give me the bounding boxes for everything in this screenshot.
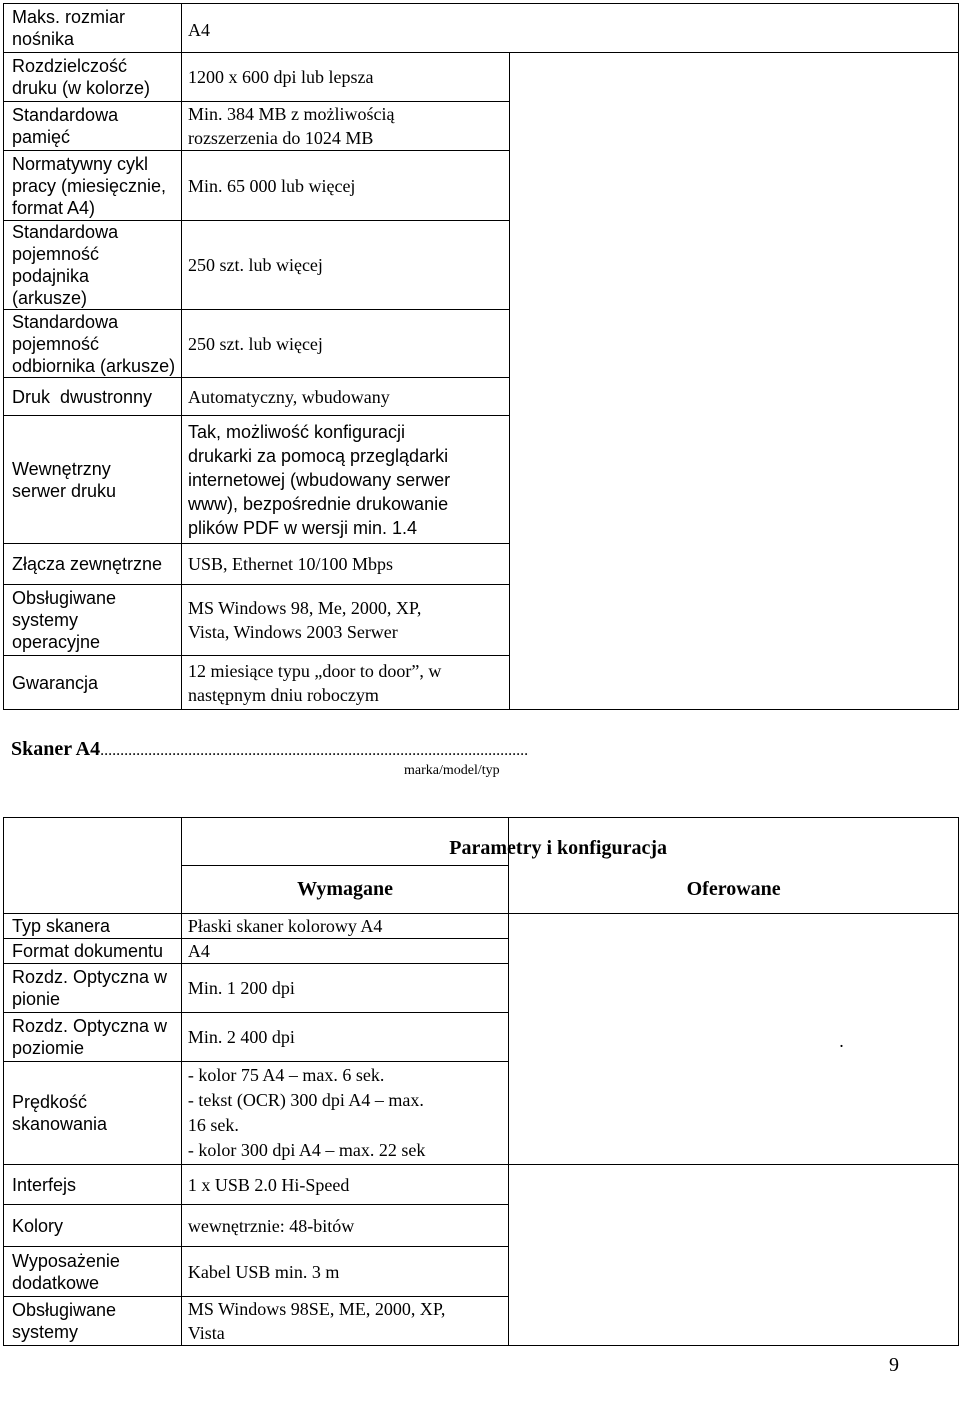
spec-label: Gwarancja bbox=[4, 656, 182, 710]
spec-value: MS Windows 98, Me, 2000, XP, Vista, Windows 2003 Serwer bbox=[181, 585, 509, 656]
spec-value: A4 bbox=[181, 939, 508, 964]
scanner-title-text: Skaner A4 bbox=[11, 738, 101, 760]
spec-label: Rozdzielczość druku (w kolorze) bbox=[4, 53, 182, 102]
scanner-heading bbox=[11, 738, 528, 761]
spec-value: A4 bbox=[181, 4, 958, 53]
spec-label: Obsługiwane systemy operacyjne bbox=[4, 585, 182, 656]
spec-value: 1200 x 600 dpi lub lepsza bbox=[181, 53, 509, 102]
spec-label: Złącza zewnętrzne bbox=[4, 544, 182, 585]
header-empty-cell bbox=[4, 818, 182, 914]
spec-label: Obsługiwane systemy bbox=[4, 1297, 182, 1346]
spec-value: - kolor 75 A4 – max. 6 sek. - tekst (OCR) 300 dpi A4 – max. 16 sek. - kolor 300 dpi A4 – max. 22 sek bbox=[181, 1062, 508, 1165]
spec-value: 12 miesiące typu „door to door”, w następnym dniu roboczym bbox=[181, 656, 509, 710]
spec-value: Min. 1 200 dpi bbox=[181, 964, 508, 1013]
printer-spec-table bbox=[3, 3, 959, 710]
table-row bbox=[4, 1165, 959, 1205]
spec-label: Druk dwustronny bbox=[4, 378, 182, 416]
spec-label: Standardowa pojemność podajnika (arkusze) bbox=[4, 221, 182, 310]
offered-value-cell bbox=[509, 914, 959, 1165]
scanner-spec-table bbox=[3, 817, 959, 1346]
table-row bbox=[4, 53, 959, 102]
spec-label: Prędkość skanowania bbox=[4, 1062, 182, 1165]
table-header-row bbox=[4, 818, 959, 866]
spec-value: MS Windows 98SE, ME, 2000, XP, Vista bbox=[181, 1297, 508, 1346]
spec-label: Rozdz. Optyczna w poziomie bbox=[4, 1013, 182, 1062]
spec-label: Interfejs bbox=[4, 1165, 182, 1205]
spec-label: Standardowa pojemność odbiornika (arkusze) bbox=[4, 310, 182, 378]
spec-label: Maks. rozmiar nośnika bbox=[4, 4, 182, 53]
header-group-cell bbox=[449, 818, 959, 866]
offered-empty-cell bbox=[509, 1165, 959, 1346]
spec-label: Typ skanera bbox=[4, 914, 182, 939]
scanner-model-hint: marka/model/typ bbox=[404, 763, 500, 778]
table-row bbox=[4, 4, 959, 53]
spec-value: Tak, możliwość konfiguracji drukarki za pomocą przeglądarki internetowej (wbudowany serwer www), bezpośrednie drukowanie plików PDF w wersji min. 1.4 bbox=[181, 416, 509, 544]
spec-value: 1 x USB 2.0 Hi-Speed bbox=[181, 1165, 508, 1205]
spec-label: Standardowa pamięć bbox=[4, 102, 182, 151]
spec-label: Wyposażenie dodatkowe bbox=[4, 1247, 182, 1297]
spec-value: Kabel USB min. 3 m bbox=[181, 1247, 508, 1297]
spec-label: Normatywny cykl pracy (miesięcznie, format A4) bbox=[4, 151, 182, 221]
spec-value: 250 szt. lub więcej bbox=[181, 310, 509, 378]
spec-label: Wewnętrzny serwer druku bbox=[4, 416, 182, 544]
table-row bbox=[4, 914, 959, 939]
header-offered: Oferowane bbox=[509, 866, 959, 914]
spec-value: Min. 2 400 dpi bbox=[181, 1013, 508, 1062]
offered-mark: . bbox=[839, 1030, 844, 1051]
header-group-label: Parametry i konfiguracja bbox=[449, 836, 668, 859]
page-number: 9 bbox=[889, 1354, 899, 1376]
spec-label: Rozdz. Optyczna w pionie bbox=[4, 964, 182, 1013]
spec-label: Format dokumentu bbox=[4, 939, 182, 964]
spec-value: wewnętrznie: 48-bitów bbox=[181, 1205, 508, 1247]
spec-label: Kolory bbox=[4, 1205, 182, 1247]
spec-value: Płaski skaner kolorowy A4 bbox=[181, 914, 508, 939]
spec-value: USB, Ethernet 10/100 Mbps bbox=[181, 544, 509, 585]
header-required: Wymagane bbox=[181, 866, 508, 914]
spec-value: Min. 384 MB z możliwością rozszerzenia do 1024 MB bbox=[181, 102, 509, 151]
offered-column-cell bbox=[509, 53, 958, 710]
scanner-fill-dots: ........................................................................................................... bbox=[100, 742, 529, 759]
spec-value: Min. 65 000 lub więcej bbox=[181, 151, 509, 221]
spec-value: Automatyczny, wbudowany bbox=[181, 378, 509, 416]
spec-value: 250 szt. lub więcej bbox=[181, 221, 509, 310]
